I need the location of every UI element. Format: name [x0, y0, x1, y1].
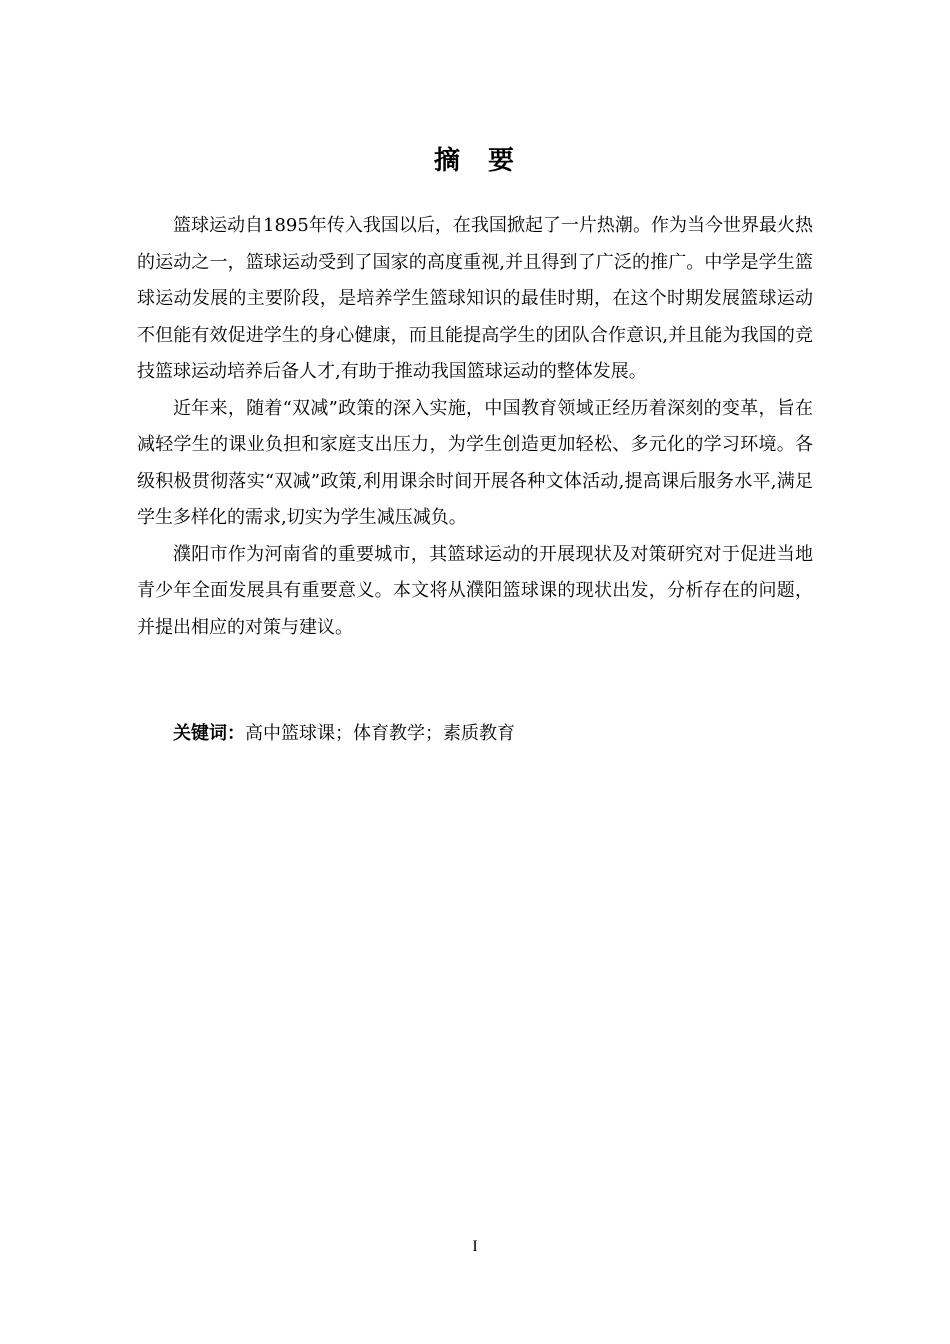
abstract-paragraph-2: 近年来，随着“双减”政策的深入实施，中国教育领域正经历着深刻的变革，旨在减轻学生的课业负担和家庭支出压力，为学生创造更加轻松、多元化的学习环境。各级积极贯彻落实“双减”政策,利用课余时间开展各种文体活动,提高课后服务水平,满足学生多样化的需求,切实为学生减压减负。: [137, 397, 813, 528]
page-number: I: [472, 1238, 478, 1255]
abstract-paragraph-1: 篮球运动自1895年传入我国以后，在我国掀起了一片热潮。作为当今世界最火热的运动之一，篮球运动受到了国家的高度重视,并且得到了广泛的推广。中学是学生篮球运动发展的主要阶段，是培养学生篮球知识的最佳时期，在这个时期发展篮球运动不但能有效促进学生的身心健康，而且能提高学生的团队合作意识,并且能为我国的竞技篮球运动培养后备人才,有助于推动我国篮球运动的整体发展。: [137, 215, 813, 382]
abstract-title: [0, 140, 950, 177]
abstract-paragraph-3: 濮阳市作为河南省的重要城市，其篮球运动的开展现状及对策研究对于促进当地青少年全面发展具有重要意义。本文将从濮阳篮球课的现状出发，分析存在的问题，并提出相应的对策与建议。: [137, 543, 813, 638]
abstract-title-second-char: 要: [488, 146, 517, 176]
keywords-line: [137, 716, 813, 752]
abstract-body: [137, 208, 813, 646]
keywords-label: 关键词：: [173, 723, 245, 744]
abstract-title-first-char: 摘: [433, 146, 462, 176]
keywords-value: 高中篮球课；体育教学；素质教育: [245, 723, 515, 744]
